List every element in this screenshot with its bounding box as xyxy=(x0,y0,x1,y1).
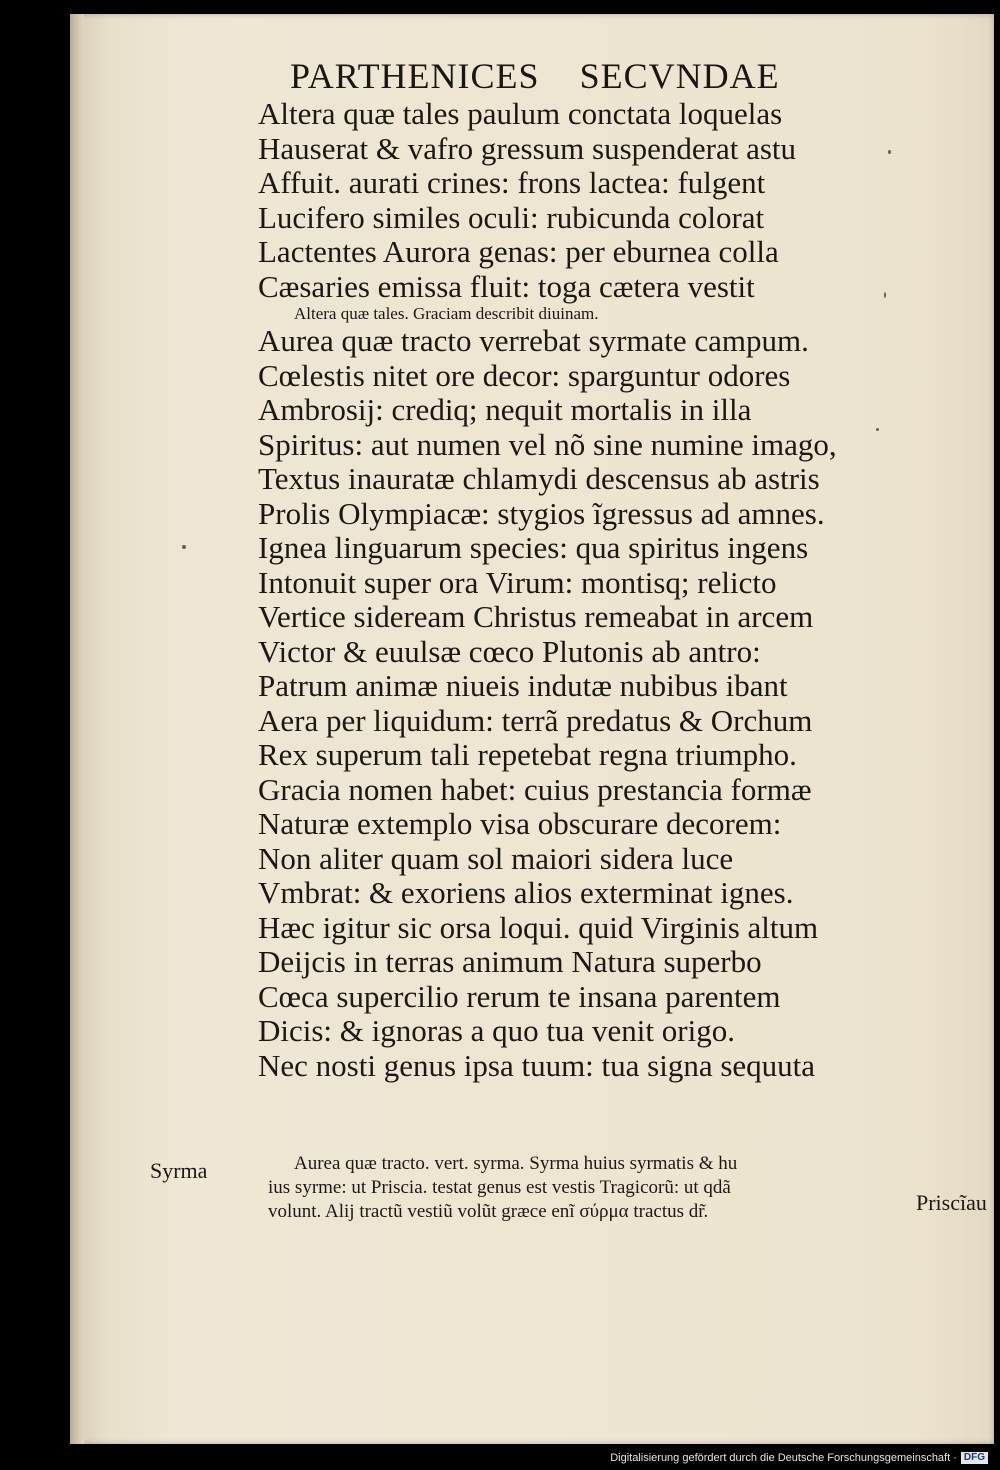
inline-gloss-line: Altera quæ tales. Graciam describit diuinam. xyxy=(294,304,599,323)
verse-line: Dicis: & ignoras a quo tua venit origo. xyxy=(258,1013,735,1048)
verse-line: Intonuit super ora Virum: montisq; relicto xyxy=(258,564,777,600)
marginal-note-right: Priscĩau xyxy=(916,1190,987,1215)
ink-speck xyxy=(876,428,879,431)
gloss-line: volunt. Alij tractũ vestiũ volũt græce enĩ σύρμα tractus dr̃. xyxy=(268,1201,709,1222)
footer-text: Digitalisierung gefördert durch die Deutsche Forschungsgemeinschaft · xyxy=(610,1452,957,1464)
verse-line: Nec nosti genus ipsa tuum: tua signa sequuta xyxy=(258,1047,816,1083)
ink-speck xyxy=(884,292,886,298)
verse-line: Aurea quæ tracto verrebat syrmate campum. xyxy=(258,323,809,358)
verse-line: Non aliter quam sol maiori sidera luce xyxy=(258,840,734,876)
verse-line: Hæc igitur sic orsa loqui. quid Virginis altum xyxy=(258,909,819,945)
verse-line: Prolis Olympiacæ: stygios ĩgressus ad amnes. xyxy=(258,495,825,531)
verse-line: Naturæ extemplo visa obscurare decorem: xyxy=(258,806,782,841)
verse-line: Ambrosij: crediq; nequit mortalis in illa xyxy=(258,392,752,427)
running-head-right: SECVNDAE xyxy=(579,56,780,96)
verse-line: Aera per liquidum: terrã predatus & Orchum xyxy=(258,702,813,738)
verse-line: Rex superum tali repetebat regna triumpho. xyxy=(258,737,797,772)
verse-line: Victor & euulsæ cœco Plutonis ab antro: xyxy=(258,633,761,669)
verse-line: Ignea linguarum species: qua spiritus ingens xyxy=(258,530,809,565)
verse-line: Patrum animæ niueis indutæ nubibus ibant xyxy=(258,668,788,703)
verse-line: Cæsaries emissa fluit: toga cætera vestit xyxy=(258,268,755,304)
marginal-note-left: Syrma xyxy=(150,1158,208,1183)
verse-line: Spiritus: aut numen vel nõ sine numine imago, xyxy=(258,426,837,462)
ink-speck xyxy=(888,150,891,154)
digitization-footer xyxy=(610,1452,988,1464)
verse-line: Gracia nomen habet: cuius prestancia formæ xyxy=(258,771,812,807)
verse-line: Altera quæ tales paulum conctata loquelas xyxy=(258,96,783,131)
running-head-left: PARTHENICES xyxy=(290,56,540,96)
verse-line: Hauserat & vafro gressum suspenderat astu xyxy=(258,130,797,166)
gloss-line: ius syrme: ut Priscia. testat genus est vestis Tragicorũ: ut qdã xyxy=(268,1177,731,1198)
verse-line: Lactentes Aurora genas: per eburnea colla xyxy=(258,234,779,269)
verse-line: Textus inauratæ chlamydi descensus ab astris xyxy=(258,461,820,496)
verse-line: Affuit. aurati crines: frons lactea: fulgent xyxy=(258,165,766,200)
verse-line: Cœlestis nitet ore decor: sparguntur odores xyxy=(258,357,791,393)
running-head xyxy=(290,55,890,97)
gloss-line: Aurea quæ tracto. vert. syrma. Syrma huius syrmatis & hu xyxy=(294,1153,738,1174)
verse-line: Deijcis in terras animum Natura superbo xyxy=(258,944,762,979)
verse-line: Lucifero similes oculi: rubicunda colorat xyxy=(258,199,765,235)
verse-line: Vertice sideream Christus remeabat in arcem xyxy=(258,599,814,634)
ink-speck xyxy=(182,545,186,549)
page-gutter xyxy=(70,14,84,1444)
commentary-gloss xyxy=(268,1152,918,1224)
dfg-logo: DFG xyxy=(961,1452,988,1464)
verse-line: Cœca supercilio rerum te insana parentem xyxy=(258,978,781,1014)
verse-block xyxy=(258,97,837,1083)
verse-line: Vmbrat: & exoriens alios exterminat ignes. xyxy=(258,875,794,910)
